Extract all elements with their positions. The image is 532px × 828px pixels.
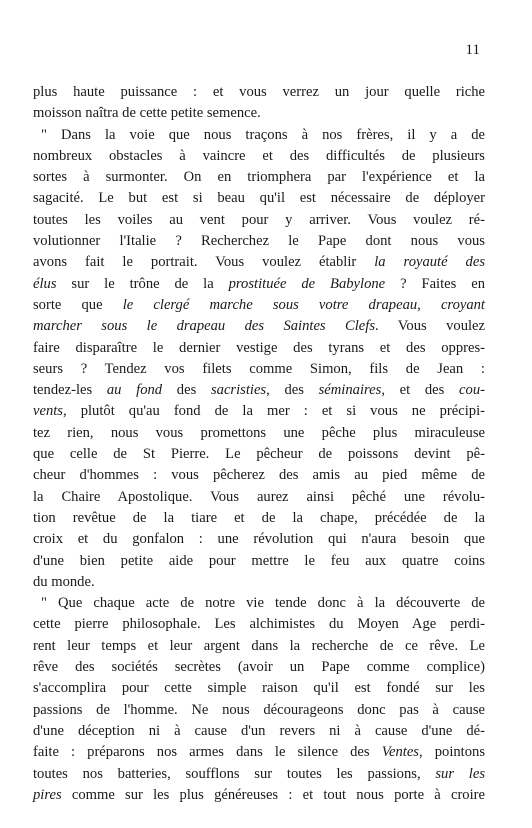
text-line [33, 487, 485, 508]
text-segment: ? Faites en [385, 275, 485, 292]
text-segment: volutionner l'Italie ? Recherchez le Pape dont nous vous [33, 233, 485, 250]
italic-text: élus [33, 275, 57, 292]
text-segment: avons fait le portrait. Vous voulez établir [33, 254, 375, 271]
text-segment: tion revêtue de la tiare et de la chape, précédée de la [33, 509, 485, 526]
text-line [33, 614, 485, 635]
text-line [33, 742, 485, 763]
text-segment: , des [266, 382, 319, 399]
text-segment: faite : préparons nos armes dans le silence des [33, 744, 382, 761]
italic-text: prostituée de Babylone [228, 275, 386, 292]
text-line [33, 125, 485, 146]
text-segment: rent leur temps et leur argent dans la recherche de ce rêve. Le [33, 637, 485, 654]
text-segment: tendez-les [33, 382, 107, 399]
italic-text: sacristies [210, 382, 267, 399]
text-line [33, 380, 485, 401]
italic-text: Ventes [381, 744, 419, 761]
italic-text: vents [33, 403, 63, 420]
text-segment: la Chaire Apostolique. Vous aurez ainsi pêché une révolu- [33, 488, 485, 505]
page-number: 11 [465, 42, 480, 58]
text-segment: , pointons [418, 744, 485, 761]
italic-text: cou- [459, 382, 485, 399]
text-segment: rêve des sociétés secrètes (avoir un Pape comme complice) [33, 659, 485, 676]
text-line [33, 146, 485, 167]
text-segment: croix et du gonfalon : une révolution qui n'aura besoin que [33, 531, 485, 548]
text-segment: toutes nos batteries, soufflons sur toutes les passions, [33, 765, 436, 782]
italic-text: sur les [435, 765, 486, 782]
text-segment: , et des [381, 382, 460, 399]
text-line [33, 359, 485, 380]
text-line [33, 721, 485, 742]
text-line [33, 295, 485, 316]
text-line [33, 210, 485, 231]
text-line [33, 593, 485, 614]
text-line [33, 529, 485, 550]
text-segment: . Vous voulez [375, 318, 486, 335]
text-segment: que celle de St Pierre. Le pêcheur de poissons devint pê- [33, 446, 485, 463]
text-segment: cheur d'hommes : vous pêcherez des amis au pied même de [33, 467, 485, 484]
italic-text: la royauté des [374, 254, 486, 271]
text-line [33, 551, 485, 572]
italic-text: au fond [106, 382, 163, 399]
text-segment: , plutôt qu'au fond de la mer : et si vous ne précipi- [63, 403, 485, 420]
text-segment: comme sur les plus généreuses : et tout nous porte à croire [61, 786, 485, 803]
text-line [33, 274, 485, 295]
text-segment: passions de l'homme. Ne nous décourageons donc pas à cause [33, 701, 485, 718]
text-segment: " Que chaque acte de notre vie tende donc à la découverte de [41, 595, 485, 612]
text-segment: sagacité. Le but est si beau qu'il est nécessaire de déployer [33, 190, 485, 207]
text-line [33, 636, 485, 657]
body-text [33, 82, 485, 806]
text-segment: s'accomplira pour cette simple raison qu'il est fondé sur les [33, 680, 485, 697]
text-line [33, 657, 485, 678]
text-segment: tez rien, nous vous promettons une pêche plus miraculeuse [33, 424, 485, 441]
text-line [33, 444, 485, 465]
text-segment: sur le trône de la [56, 275, 229, 292]
text-segment: sortes à surmonter. On en triomphera par l'expérience et la [33, 169, 485, 186]
text-segment: d'une bien petite aide pour mettre le feu aux quatre coins [33, 552, 485, 569]
italic-text: pires [33, 786, 62, 803]
text-segment: seurs ? Tendez vos filets comme Simon, fils de Jean : [33, 360, 485, 377]
text-line [33, 700, 485, 721]
text-line [33, 423, 485, 444]
text-segment: d'une déception ni à cause d'un revers ni à cause d'une dé- [33, 722, 485, 739]
text-line [33, 103, 485, 124]
text-segment: plus haute puissance : et vous verrez un jour quelle riche [33, 84, 485, 100]
text-line [33, 572, 485, 593]
text-line [33, 231, 485, 252]
text-line [33, 401, 485, 422]
text-line [33, 82, 485, 103]
italic-text: marcher sous le drapeau des Saintes Clefs [33, 318, 375, 335]
text-line [33, 316, 485, 337]
text-line [33, 338, 485, 359]
text-line [33, 678, 485, 699]
italic-text: le clergé marche sous votre drapeau, croyant [122, 296, 485, 313]
text-line [33, 252, 485, 273]
text-line [33, 188, 485, 209]
text-segment: toutes les voiles au vent pour y arriver. Vous voulez ré- [33, 211, 485, 228]
text-line [33, 465, 485, 486]
text-segment: des [162, 382, 211, 399]
text-segment: nombreux obstacles à vaincre et des difficultés de plusieurs [33, 147, 485, 164]
text-line [33, 764, 485, 785]
text-line [33, 785, 485, 806]
text-segment: " Dans la voie que nous traçons à nos frères, il y a de [41, 126, 485, 143]
text-line [33, 508, 485, 529]
text-segment: moisson naîtra de cette petite semence. [33, 105, 261, 122]
text-segment: du monde. [33, 573, 95, 590]
text-line [33, 167, 485, 188]
text-segment: sorte que [33, 296, 123, 313]
italic-text: séminaires [318, 382, 382, 399]
text-segment: cette pierre philosophale. Les alchimistes du Moyen Age perdi- [33, 616, 485, 633]
text-segment: faire disparaître le dernier vestige des tyrans et des oppres- [33, 339, 485, 356]
